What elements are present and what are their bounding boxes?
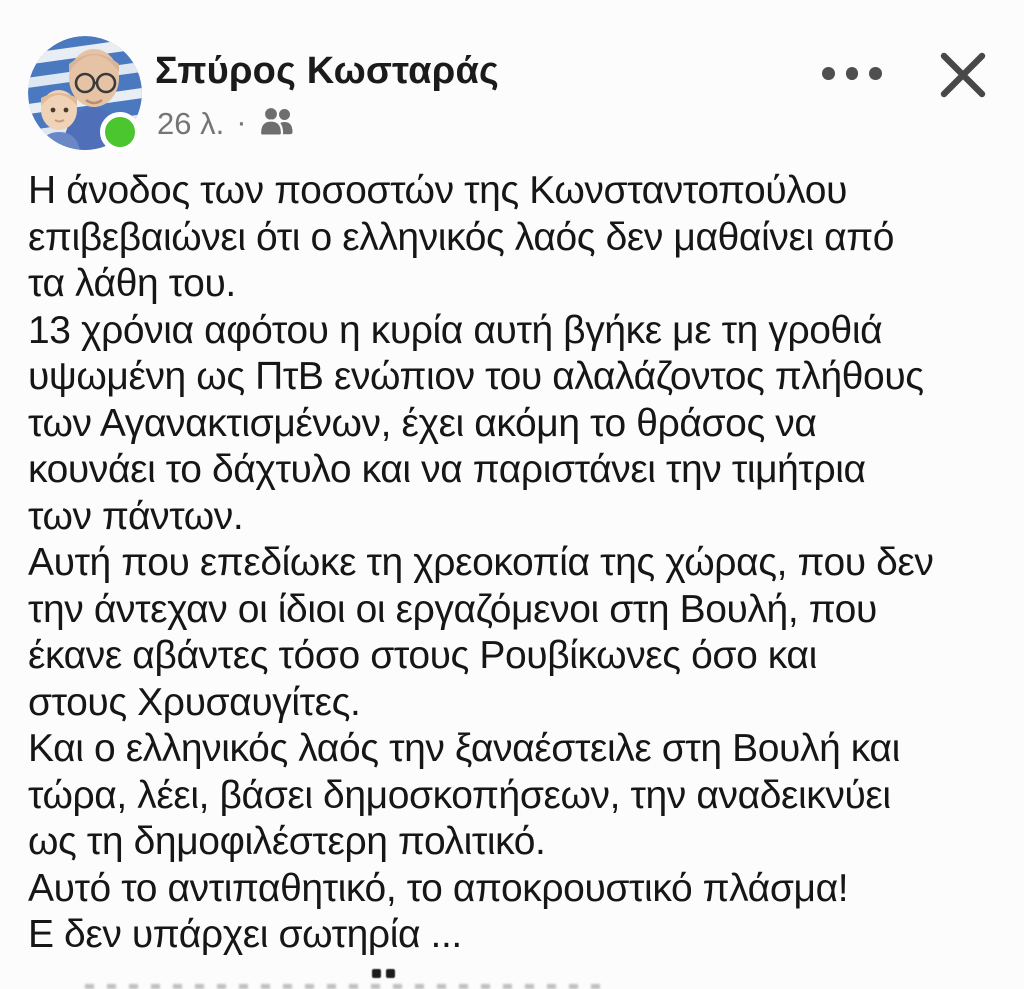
author-name[interactable]: Σπύρος Κωσταράς	[155, 50, 499, 92]
close-icon	[940, 52, 986, 98]
post-body-text	[28, 168, 1020, 959]
clipped-glyph-mark	[386, 969, 395, 978]
ellipsis-icon	[869, 67, 882, 80]
post-text-line: τα λάθη του.	[28, 262, 236, 305]
post-header	[0, 0, 1024, 172]
post-text-line: στους Χρυσαυγίτες.	[28, 680, 361, 724]
post-text-line: ως τη δημοφιλέστερη πολιτικό.	[28, 820, 546, 863]
clipped-next-line	[85, 984, 605, 989]
clipped-glyph-mark	[372, 969, 381, 978]
post-text-line: τώρα, λέει, βάσει δημοσκοπήσεων, την αναδεικνύει	[28, 773, 891, 817]
post-text-line: Αυτό το αντιπαθητικό, το αποκρουστικό πλάσμα!	[28, 866, 849, 910]
friends-icon	[259, 106, 296, 146]
online-status-dot	[100, 112, 140, 152]
avatar-wrap	[28, 36, 142, 150]
post-text-line: Ε δεν υπάρχει σωτηρία ...	[28, 913, 462, 956]
post-text-line: των Αγανακτισμένων, έχει ακόμη το θράσος να	[28, 401, 817, 445]
meta-separator: ·	[236, 104, 247, 139]
post-text-line: Και ο ελληνικός λαός την ξαναέστειλε στη Βουλή και	[28, 727, 900, 770]
post-text-line: Η άνοδος των ποσοστών της Κωνσταντοπούλου	[28, 169, 847, 212]
post-text-line: την άντεχαν οι ίδιοι οι εργαζόμενοι στη Βουλή, που	[28, 587, 877, 631]
post-text-line: υψωμένη ως ΠτΒ ενώπιον του αλαλάζοντος πλήθους	[28, 355, 924, 398]
timestamp: 26 λ.	[157, 106, 225, 141]
post-text-line: των πάντων.	[28, 494, 244, 538]
post-text-line: κουνάει το δάχτυλο και να παριστάνει την τιμήτρια	[28, 448, 866, 491]
post-text-line: Αυτή που επεδίωκε τη χρεοκοπία της χώρας, που δεν	[28, 541, 934, 584]
ellipsis-icon	[846, 67, 859, 80]
more-options-button[interactable]	[820, 60, 884, 86]
post-text-line: επιβεβαιώνει ότι ο ελληνικός λαός δεν μαθαίνει από	[28, 215, 895, 259]
post-meta	[157, 104, 296, 144]
ellipsis-icon	[822, 67, 835, 80]
post-text-line: έκανε αβάντες τόσο στους Ρουβίκωνες όσο και	[28, 634, 817, 677]
post-text-line: 13 χρόνια αφότου η κυρία αυτή βγήκε με τη γροθιά	[28, 308, 883, 352]
close-button[interactable]	[938, 50, 988, 100]
